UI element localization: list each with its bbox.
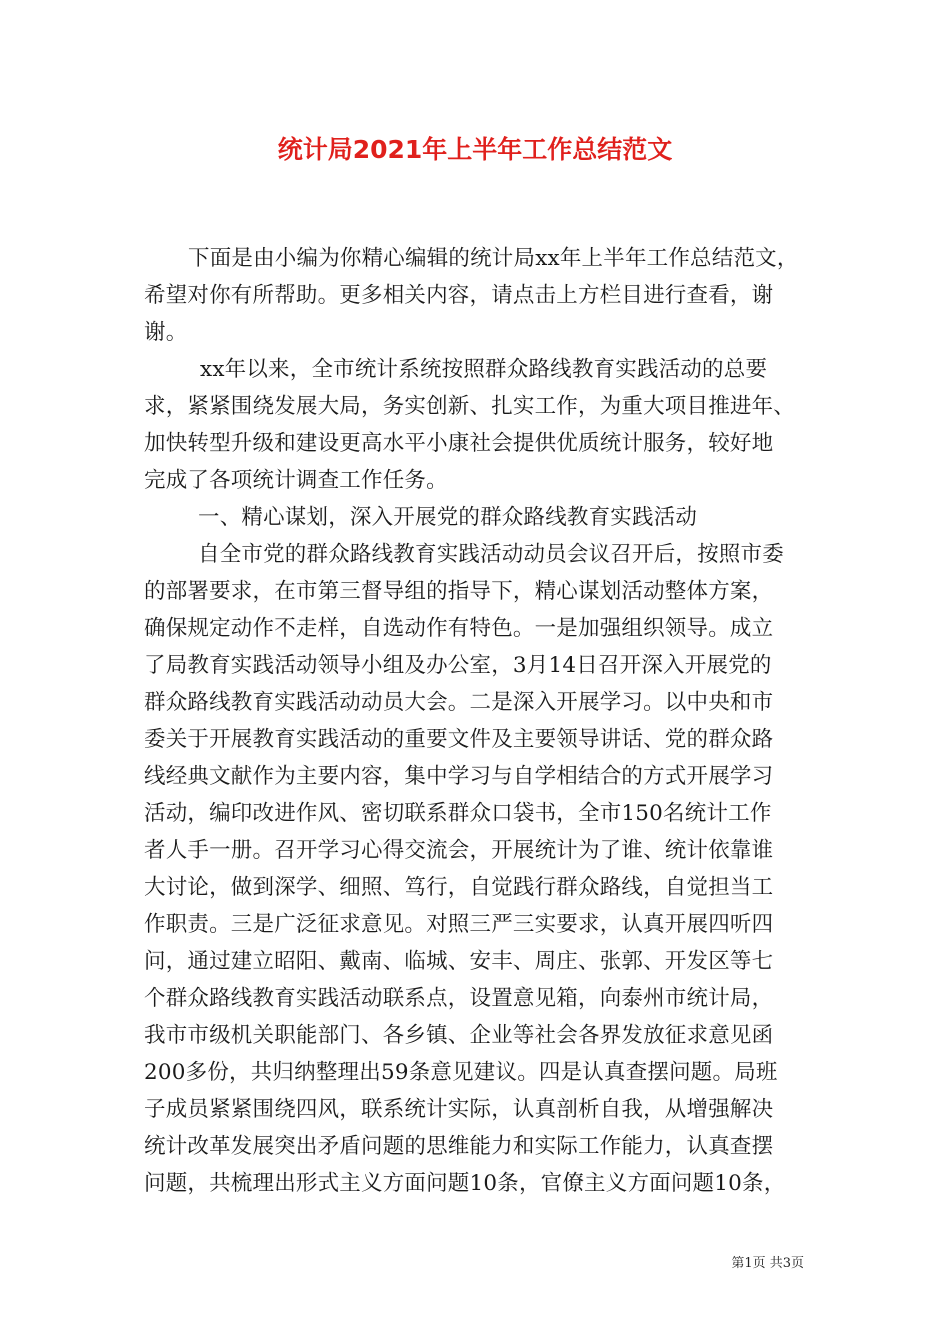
document-body bbox=[144, 240, 809, 1202]
paragraph-section1-line: 委关于开展教育实践活动的重要文件及主要领导讲话、党的群众路 bbox=[144, 727, 774, 752]
paragraph-intro-line: 谢。 bbox=[144, 320, 188, 345]
paragraph-section1-line: 统计改革发展突出矛盾问题的思维能力和实际工作能力，认真查摆 bbox=[144, 1134, 774, 1159]
paragraph-section1-line: 确保规定动作不走样，自选动作有特色。一是加强组织领导。成立 bbox=[144, 616, 774, 641]
section-heading: 一、精心谋划，深入开展党的群众路线教育实践活动 bbox=[198, 505, 698, 530]
paragraph-overview-line: xx年以来，全市统计系统按照群众路线教育实践活动的总要 bbox=[200, 357, 768, 382]
paragraph-intro-line: 希望对你有所帮助。更多相关内容，请点击上方栏目进行查看，谢 bbox=[144, 283, 774, 308]
paragraph-section1-line: 问题，共梳理出形式主义方面问题10条，官僚主义方面问题10条， bbox=[144, 1171, 786, 1196]
paragraph-section1-line: 我市市级机关职能部门、各乡镇、企业等社会各界发放征求意见函 bbox=[144, 1023, 774, 1048]
paragraph-section1-line: 个群众路线教育实践活动联系点，设置意见箱，向泰州市统计局， bbox=[144, 986, 774, 1011]
paragraph-overview-line: 加快转型升级和建设更高水平小康社会提供优质统计服务，较好地 bbox=[144, 431, 774, 456]
paragraph-section1-line: 者人手一册。召开学习心得交流会，开展统计为了谁、统计依靠谁 bbox=[144, 838, 774, 863]
paragraph-section1-line: 的部署要求，在市第三督导组的指导下，精心谋划活动整体方案， bbox=[144, 579, 774, 604]
paragraph-section1-line: 群众路线教育实践活动动员大会。二是深入开展学习。以中央和市 bbox=[144, 690, 774, 715]
paragraph-section1-line: 活动，编印改进作风、密切联系群众口袋书，全市150名统计工作 bbox=[144, 801, 772, 826]
paragraph-section1-line: 自全市党的群众路线教育实践活动动员会议召开后，按照市委 bbox=[198, 542, 784, 567]
paragraph-section1-line: 子成员紧紧围绕四风，联系统计实际，认真剖析自我，从增强解决 bbox=[144, 1097, 774, 1122]
paragraph-section1-line: 了局教育实践活动领导小组及办公室，3月14日召开深入开展党的 bbox=[144, 653, 772, 678]
paragraph-intro-line: 下面是由小编为你精心编辑的统计局xx年上半年工作总结范文， bbox=[188, 246, 799, 271]
paragraph-overview-line: 完成了各项统计调查工作任务。 bbox=[144, 468, 448, 493]
paragraph-section1-line: 200多份，共归纳整理出59条意见建议。四是认真查摆问题。局班 bbox=[144, 1060, 778, 1085]
paragraph-section1-line: 问，通过建立昭阳、戴南、临城、安丰、周庄、张郭、开发区等七 bbox=[144, 949, 774, 974]
paragraph-overview-line: 求，紧紧围绕发展大局，务实创新、扎实工作，为重大项目推进年、 bbox=[144, 394, 796, 419]
paragraph-section1-line: 作职责。三是广泛征求意见。对照三严三实要求，认真开展四听四 bbox=[144, 912, 774, 937]
paragraph-section1-line: 线经典文献作为主要内容，集中学习与自学相结合的方式开展学习 bbox=[144, 764, 774, 789]
document-title: 统计局2021年上半年工作总结范文 bbox=[277, 135, 673, 164]
page-number: 第1页 共3页 bbox=[731, 1256, 804, 1271]
paragraph-section1-line: 大讨论，做到深学、细照、笃行，自觉践行群众路线，自觉担当工 bbox=[144, 875, 774, 900]
